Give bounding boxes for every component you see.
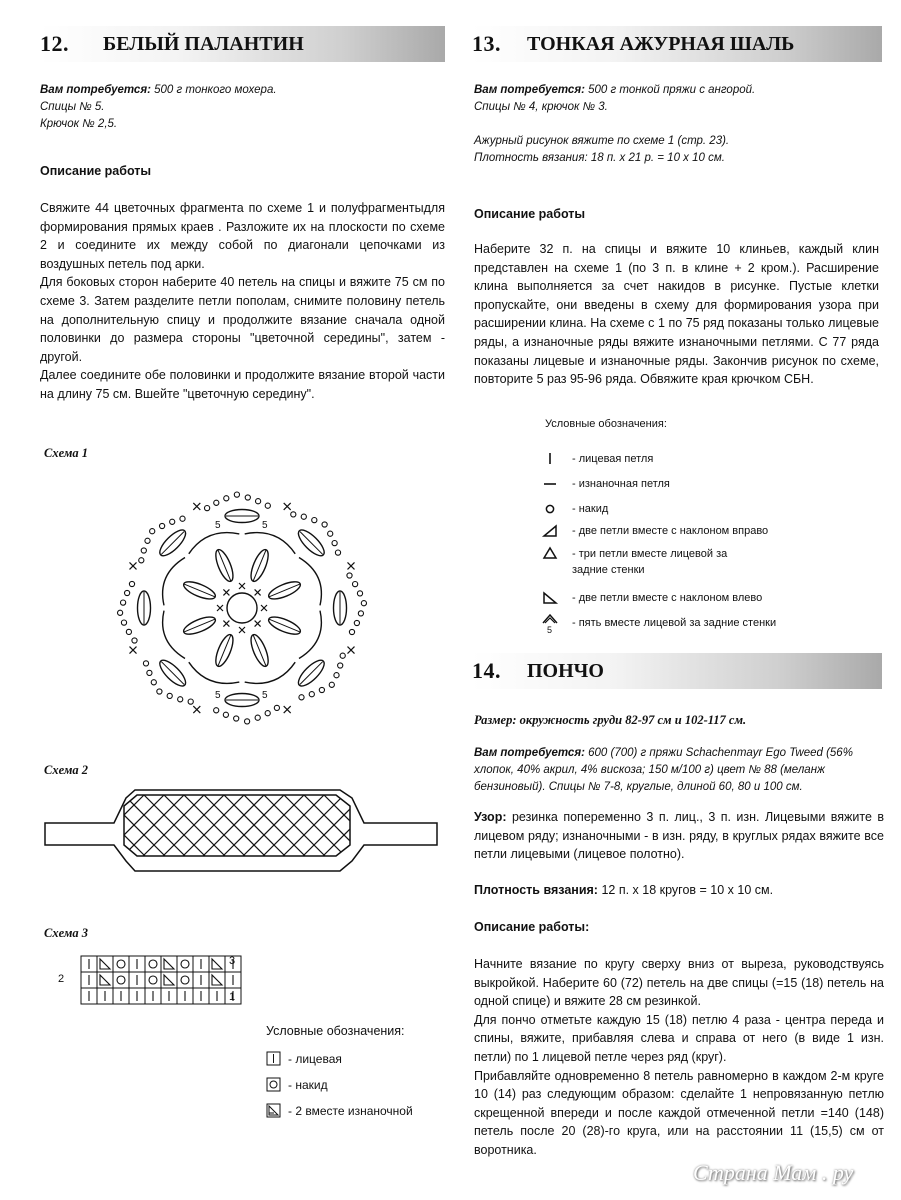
- sec12-description: [40, 199, 445, 404]
- chart-cell: [145, 972, 161, 988]
- left-decrease-icon: [540, 591, 560, 605]
- sec14-paragraph: Начните вязание по кругу сверху вниз от выреза, руководствуясь выкройкой. Наберите 60 (72) петель на две спицы (=15 (18) петель на одной спице) и вяжите 28 см резинкой.: [474, 957, 884, 1009]
- lattice-line: [383, 795, 444, 856]
- stitch-x: [193, 706, 200, 713]
- sec13-legend-title: Условные обозначения:: [545, 418, 667, 430]
- sec12-desc-title: Описание работы: [40, 164, 152, 178]
- sec13-legend-item: [540, 502, 608, 516]
- lattice-line: [44, 795, 104, 856]
- sec13-legend-item: [540, 612, 776, 634]
- sec14-need-label: Вам потребуется:: [474, 747, 585, 759]
- stitch-x: [130, 562, 137, 569]
- scheme1-mark-5: 5: [215, 520, 221, 531]
- stitch-x: [223, 621, 229, 627]
- sec13-number: 13.: [472, 31, 501, 56]
- lattice-line: [364, 795, 425, 856]
- chain-stitch: [150, 529, 155, 534]
- petal-arc: [245, 662, 296, 683]
- lattice-line: [344, 795, 405, 856]
- legend-text: - накид: [572, 503, 609, 515]
- sec14-density: [474, 881, 884, 900]
- chain-stitch: [353, 582, 358, 587]
- legend-text: - две петли вместе с наклоном влево: [572, 592, 763, 604]
- chain-stitch: [214, 708, 219, 713]
- sec14-pattern: [474, 808, 884, 864]
- chain-stitch: [361, 601, 366, 606]
- stitch-x: [193, 503, 200, 510]
- sec14-title: ПОНЧО: [527, 659, 604, 682]
- chain-stitch: [274, 705, 279, 710]
- chain-stitch: [205, 506, 210, 511]
- sec14-pattern-label: Узор:: [474, 810, 507, 824]
- chain-stitch: [141, 548, 146, 553]
- sec12-title: БЕЛЫЙ ПАЛАНТИН: [103, 32, 304, 55]
- chain-stitch: [245, 719, 250, 724]
- chain-stitch: [188, 699, 193, 704]
- chain-stitch: [224, 496, 229, 501]
- chain-stitch: [245, 495, 250, 500]
- lattice-line: [384, 795, 444, 856]
- yarn-over-icon: [117, 976, 125, 984]
- chain-stitch: [312, 518, 317, 523]
- svg-text:5: 5: [547, 625, 553, 634]
- lattice-line: [424, 795, 444, 856]
- sec12-header: [40, 26, 445, 62]
- legend-text: - две петли вместе с наклоном вправо: [572, 525, 769, 537]
- chain-stitch: [170, 519, 175, 524]
- sec14-materials: [474, 745, 884, 796]
- sec12-paragraph: Свяжите 44 цветочных фрагмента по схеме 1 и полуфрагментыдля формирования прямых краев . Разложите их на плоскости по схеме 2 и соедините их между собой по диагонали цепочками из воздушных петель под арки.: [40, 201, 445, 271]
- lattice-line: [44, 795, 64, 856]
- sec14-density-label: Плотность вязания:: [474, 883, 598, 897]
- watermark: Страна Мам . ру: [693, 1160, 854, 1185]
- chain-stitch: [301, 514, 306, 519]
- sec13-title: ТОНКАЯ АЖУРНАЯ ШАЛЬ: [527, 32, 795, 55]
- lattice-line: [403, 795, 444, 856]
- stitch-x: [348, 647, 355, 654]
- chain-stitch: [143, 661, 148, 666]
- sec12-legend-item: [266, 1077, 328, 1093]
- two-together-purl-icon: [164, 975, 174, 985]
- legend-text: - 2 вместе изнаночной: [288, 1104, 413, 1118]
- scheme3-chart-grid: [55, 950, 245, 1010]
- sec12-need-text: 500 г тонкого мохера.: [150, 84, 277, 96]
- center-ring: [227, 593, 257, 623]
- sec13-legend-item: [540, 452, 653, 466]
- scheme3-row-2: 2: [58, 973, 65, 985]
- chain-stitch: [255, 715, 260, 720]
- chain-stitch: [129, 581, 134, 586]
- sec12-needles: Спицы № 5.: [40, 101, 105, 113]
- chain-stitch: [265, 503, 270, 508]
- sec13-need-label: Вам потребуется:: [474, 84, 585, 96]
- chain-stitch: [291, 512, 296, 517]
- chain-stitch: [126, 629, 131, 634]
- legend-text: - три петли вместе лицевой за задние стенки: [572, 548, 728, 576]
- chart-cell: [145, 956, 161, 972]
- sec12-hook: Крючок № 2,5.: [40, 118, 118, 130]
- lattice-line: [404, 795, 444, 856]
- chain-stitch: [121, 620, 126, 625]
- petal-arc: [163, 611, 185, 659]
- scheme2-shawl-diagram: [44, 785, 444, 875]
- chain-stitch: [167, 693, 172, 698]
- lattice-line: [363, 795, 424, 856]
- sec14-description: [474, 955, 884, 1160]
- petal-arc: [189, 662, 240, 683]
- sec13-paragraph: Наберите 32 п. на спицы и вяжите 10 клиньев, каждый клин представлен на схеме 1 (по 3 п. в клине + 2 кром.). Расширение клина выполняется за счет накидов в рисунке. Пустые клетки пропускайте, они введены в схему для формирования узора при расширении клина. На схеме с 1 по 75 ряд показаны только лицевые ряды, а изнаночные ряды вяжите изнаночными петлями. С 77 ряда показаны лицевые и изнаночные ряды. Закончив рисунок по схеме, повторите 5 раз 95-96 ряда. Обвяжите края крючком СБН.: [474, 242, 879, 387]
- yarn-over-icon: [540, 502, 560, 516]
- chain-stitch: [214, 500, 219, 505]
- five-together-icon: [540, 612, 560, 634]
- sec13-need-text: 500 г тонкой пряжи с ангорой.: [584, 84, 756, 96]
- chain-stitch: [319, 687, 324, 692]
- petal-arc: [245, 533, 296, 554]
- chain-stitch: [256, 499, 261, 504]
- sec13-materials: [474, 82, 874, 167]
- chart-cell: [113, 956, 129, 972]
- two-together-purl-icon: [164, 959, 174, 969]
- chain-stitch: [340, 653, 345, 658]
- two-together-purl-icon: [100, 975, 110, 985]
- sec12-need-label: Вам потребуется:: [40, 84, 151, 96]
- scheme3-row-3: 3: [229, 955, 236, 967]
- legend-text: - изнаночная петля: [572, 478, 670, 490]
- stitch-x: [255, 621, 261, 627]
- scheme3-row-1: 1: [229, 991, 236, 1003]
- chain-stitch: [354, 620, 359, 625]
- yarn-over-icon: [149, 976, 157, 984]
- sec12-legend-item: [266, 1103, 413, 1119]
- scheme1-flower-diagram: [100, 470, 390, 740]
- knit-stitch-icon: [540, 452, 560, 466]
- petal-arc: [299, 611, 321, 659]
- lattice-line: [44, 795, 84, 856]
- triple-decrease-icon: [540, 546, 560, 560]
- yarn-over-icon: [266, 1077, 282, 1093]
- chain-stitch: [178, 697, 183, 702]
- sec12-legend-title: Условные обозначения:: [266, 1024, 405, 1038]
- sec14-density-text: 12 п. х 18 кругов = 10 х 10 см.: [597, 883, 774, 897]
- scheme1-mark-5: 5: [262, 520, 268, 531]
- right-decrease-icon: [540, 524, 560, 538]
- scheme3-label: Схема 3: [44, 926, 89, 940]
- chain-stitch: [349, 629, 354, 634]
- chart-cell: [177, 972, 193, 988]
- petal-arc: [299, 558, 321, 606]
- sec14-paragraph: Для пончо отметьте каждую 15 (18) петлю 4 раза - центра переда и спины, вяжите, прибавляя слева и справа от него (в виде 1 изн. петли) по 1 лицевой петле через ряд (круг).: [474, 1012, 884, 1064]
- sec13-legend-item: [540, 524, 768, 538]
- legend-text: - лицевая: [288, 1052, 342, 1066]
- sec13-legend-item: [540, 546, 727, 578]
- chart-cell: [177, 956, 193, 972]
- chain-stitch: [332, 541, 337, 546]
- scheme1-mark-5: 5: [262, 690, 268, 701]
- chain-stitch: [299, 695, 304, 700]
- chain-stitch: [125, 590, 130, 595]
- sec13-description: [474, 240, 879, 389]
- sec14-desc-title: Описание работы:: [474, 920, 590, 934]
- stitch-x: [255, 589, 261, 595]
- chain-stitch: [335, 550, 340, 555]
- two-together-purl-icon: [266, 1103, 282, 1119]
- chain-stitch: [347, 573, 352, 578]
- legend-text: - пять вместе лицевой за задние стенки: [572, 617, 777, 629]
- stitch-x: [261, 605, 267, 611]
- two-together-purl-icon: [212, 975, 222, 985]
- sec12-legend-item: [266, 1051, 342, 1067]
- chain-stitch: [234, 716, 239, 721]
- legend-text: - лицевая петля: [572, 453, 654, 465]
- chain-stitch: [223, 712, 228, 717]
- legend-text: - накид: [288, 1078, 328, 1092]
- chart-cell: [113, 972, 129, 988]
- chain-stitch: [145, 538, 150, 543]
- stitch-x: [217, 605, 223, 611]
- stitch-x: [284, 706, 291, 713]
- sec13-density: Плотность вязания: 18 п. х 21 р. = 10 х 10 см.: [474, 152, 725, 164]
- scheme1-label: Схема 1: [44, 446, 89, 460]
- sec13-legend-item: [540, 477, 670, 491]
- yarn-over-icon: [181, 976, 189, 984]
- chain-stitch: [160, 523, 165, 528]
- sec14-number: 14.: [472, 658, 501, 683]
- sec13-pattern: Ажурный рисунок вяжите по схеме 1 (стр. 23).: [474, 135, 730, 147]
- sec12-number: 12.: [40, 31, 69, 56]
- sec12-materials: [40, 82, 440, 133]
- sec13-tools: Спицы № 4, крючок № 3.: [474, 101, 608, 113]
- chain-stitch: [334, 673, 339, 678]
- stitch-x: [284, 503, 291, 510]
- chain-stitch: [118, 610, 123, 615]
- chain-stitch: [357, 591, 362, 596]
- stitch-x: [223, 589, 229, 595]
- scheme2-label: Схема 2: [44, 763, 89, 777]
- sec14-size: Размер: окружность груди 82-97 см и 102-117 см.: [474, 713, 747, 727]
- sec14-need-text: 600 (700) г пряжи Schachenmayr Ego Tweed (56% хлопок, 40% акрил, 4% вискоза; 150 м/100 г) цвет № 88 (меланж бензиновый). Спицы № 7-8, круглые, длиной 60, 80 и 100 см.: [474, 747, 853, 793]
- chain-stitch: [139, 558, 144, 563]
- chain-stitch: [265, 711, 270, 716]
- chain-stitch: [151, 680, 156, 685]
- sec14-header: [472, 653, 882, 689]
- knit-stitch-icon: [266, 1051, 282, 1067]
- sec13-header: [472, 26, 882, 62]
- stitch-x: [239, 627, 245, 633]
- chain-stitch: [132, 638, 137, 643]
- lattice-line: [323, 795, 384, 856]
- petal-arc: [189, 533, 240, 554]
- sec13-legend: [540, 452, 880, 642]
- sec14-paragraph: Прибавляйте одновременно 8 петель равномерно в каждом 2-м круге 10 (14) раз следующим образом: сделайте 1 непровязанную петлю скрещенной впереди и после каждой отмеченной петли =140 (148) петель после 20 (28)-го круга, или на расстоянии 11 (15,5) см от воротника.: [474, 1068, 884, 1157]
- stitch-x: [239, 583, 245, 589]
- two-together-purl-icon: [212, 959, 222, 969]
- lattice-line: [343, 795, 404, 856]
- yarn-over-icon: [181, 960, 189, 968]
- sec12-paragraph: Далее соедините обе половинки и продолжите вязание второй части на длину 75 см. Вшейте "цветочную середину".: [40, 368, 445, 401]
- chain-stitch: [358, 611, 363, 616]
- yarn-over-icon: [117, 960, 125, 968]
- yarn-over-icon: [149, 960, 157, 968]
- chain-stitch: [328, 531, 333, 536]
- stitch-x: [348, 562, 355, 569]
- chain-stitch: [338, 663, 343, 668]
- chain-stitch: [322, 522, 327, 527]
- sec14-pattern-text: резинка попеременно 3 п. лиц., 3 п. изн. Лицевыми вяжите в лицевом ряду; изнаночными - в изн. ряду, в круглых рядах вяжите все петли лицевыми (лицевое полотно).: [474, 810, 884, 862]
- chain-stitch: [309, 692, 314, 697]
- sec12-paragraph: Для боковых сторон наберите 40 петель на спицы и вяжите 75 см по схеме 3. Затем разделите петли пополам, снимите половину петель на дополнительную спицу и продолжите вязание сначала одной половинки до размера стороны "цветочной середины", затем - другой.: [40, 275, 445, 364]
- lattice-line: [44, 795, 105, 856]
- chain-stitch: [180, 516, 185, 521]
- sec13-legend-item: [540, 591, 762, 605]
- scheme1-mark-5: 5: [215, 690, 221, 701]
- chain-stitch: [157, 689, 162, 694]
- chain-stitch: [121, 600, 126, 605]
- two-together-purl-icon: [100, 959, 110, 969]
- purl-stitch-icon: [540, 477, 560, 491]
- sec13-desc-title: Описание работы: [474, 207, 586, 221]
- petal-arc: [163, 558, 185, 606]
- stitch-x: [130, 647, 137, 654]
- chain-stitch: [147, 670, 152, 675]
- chain-stitch: [329, 682, 334, 687]
- chain-stitch: [234, 492, 239, 497]
